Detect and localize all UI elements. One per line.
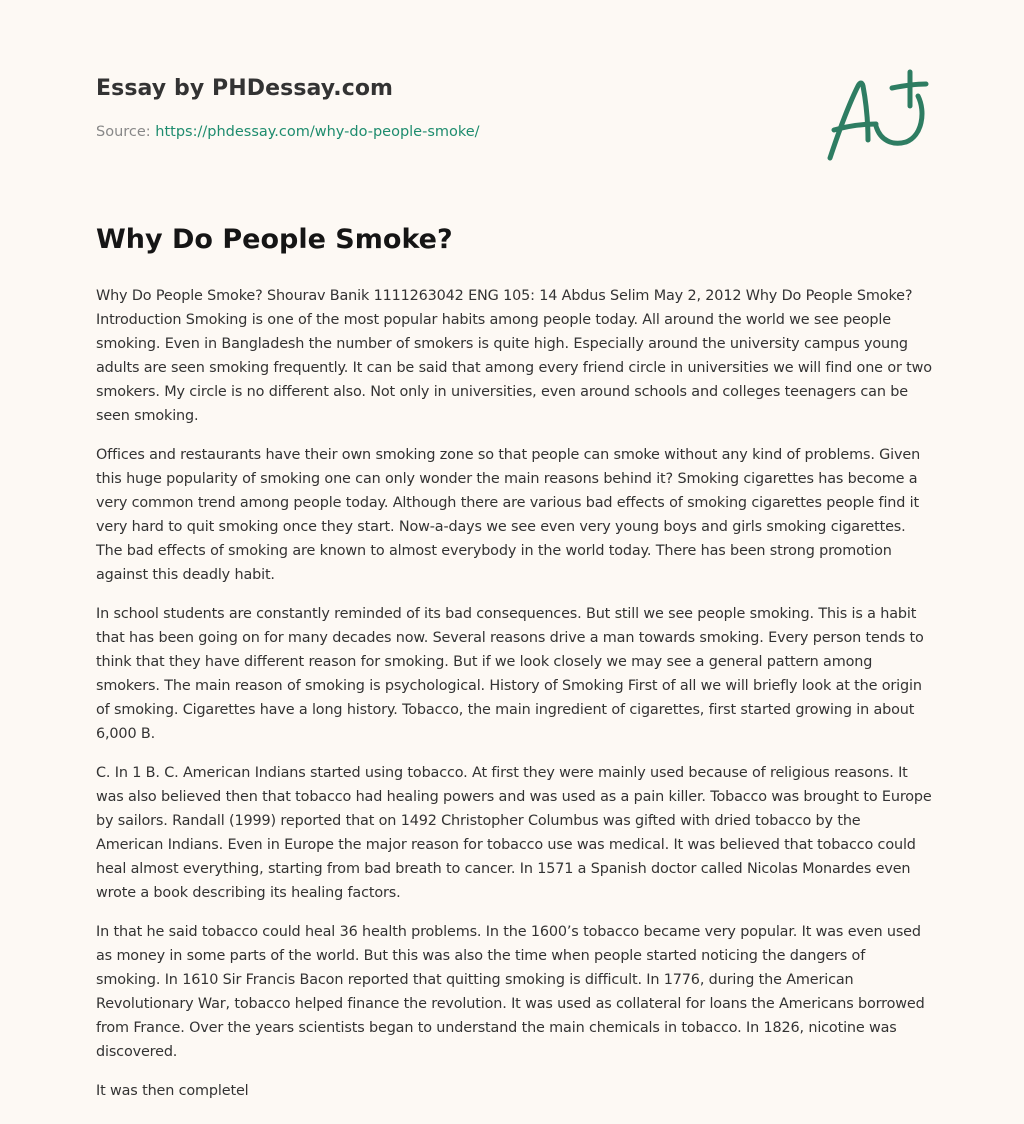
- essay-paragraph-truncated: It was then completel: [96, 1083, 249, 1099]
- essay-paragraph: C. In 1 B. C. American Indians started using tobacco. At first they were mainly used because of religious reasons. It was also believed then that tobacco had healing powers and was used as a pain killer. Tobacco was brought to Europe by sailors. Randall (1999) reported that on 1492 Christopher Columbus was gifted with dried tobacco by the American Indians. Even in Europe the major reason for tobacco use was medical. It was believed that tobacco could heal almost everything, starting from bad breath to cancer. In 1571 a Spanish doctor called Nicolas Monardes even wrote a book describing its healing factors.: [96, 765, 932, 901]
- source-label: Source:: [96, 124, 151, 140]
- essay-paragraph: In that he said tobacco could heal 36 health problems. In the 1600’s tobacco became very popular. It was even used as money in some parts of the world. But this was also the time when people started noticing the dangers of smoking. In 1610 Sir Francis Bacon reported that quitting smoking is difficult. In 1776, during the American Revolutionary War, tobacco helped finance the revolution. It was used as collateral for loans the Americans borrowed from France. Over the years scientists began to understand the main chemicals in tobacco. In 1826, nicotine was discovered.: [96, 924, 925, 1060]
- essay-paragraph: Why Do People Smoke? Shourav Banik 1111263042 ENG 105: 14 Abdus Selim May 2, 2012 Why Do People Smoke? Introduction Smoking is one of the most popular habits among people today. All around the world we see people smoking. Even in Bangladesh the number of smokers is quite high. Especially around the university campus young adults are seen smoking frequently. It can be said that among every friend circle in universities we will find one or two smokers. My circle is no different also. Not only in universities, even around schools and colleges teenagers can be seen smoking.: [96, 288, 932, 424]
- a-plus-grade-icon: [822, 66, 930, 166]
- essay-paragraph: In school students are constantly reminded of its bad consequences. But still we see people smoking. This is a habit that has been going on for many decades now. Several reasons drive a man towards smoking. Every person tends to think that they have different reason for smoking. But if we look closely we may see a general pattern among smokers. The main reason of smoking is psychological. History of Smoking First of all we will briefly look at the origin of smoking. Cigarettes have a long history. Tobacco, the main ingredient of cigarettes, first started growing in about 6,000 B.: [96, 606, 924, 742]
- essay-paragraph: Offices and restaurants have their own smoking zone so that people can smoke without any kind of problems. Given this huge popularity of smoking one can only wonder the main reasons behind it? Smoking cigarettes has become a very common trend among people today. Although there are various bad effects of smoking cigarettes people find it very hard to quit smoking once they start. Now-a-days we see even very young boys and girls smoking cigarettes. The bad effects of smoking are known to almost everybody in the world today. There has been strong promotion against this deadly habit.: [96, 447, 921, 583]
- essay-body: [96, 284, 932, 1118]
- source-line: [96, 124, 480, 140]
- source-link[interactable]: https://phdessay.com/why-do-people-smoke/: [155, 124, 480, 140]
- essay-title: Why Do People Smoke?: [96, 224, 453, 255]
- site-brand: Essay by PHDessay.com: [96, 76, 394, 101]
